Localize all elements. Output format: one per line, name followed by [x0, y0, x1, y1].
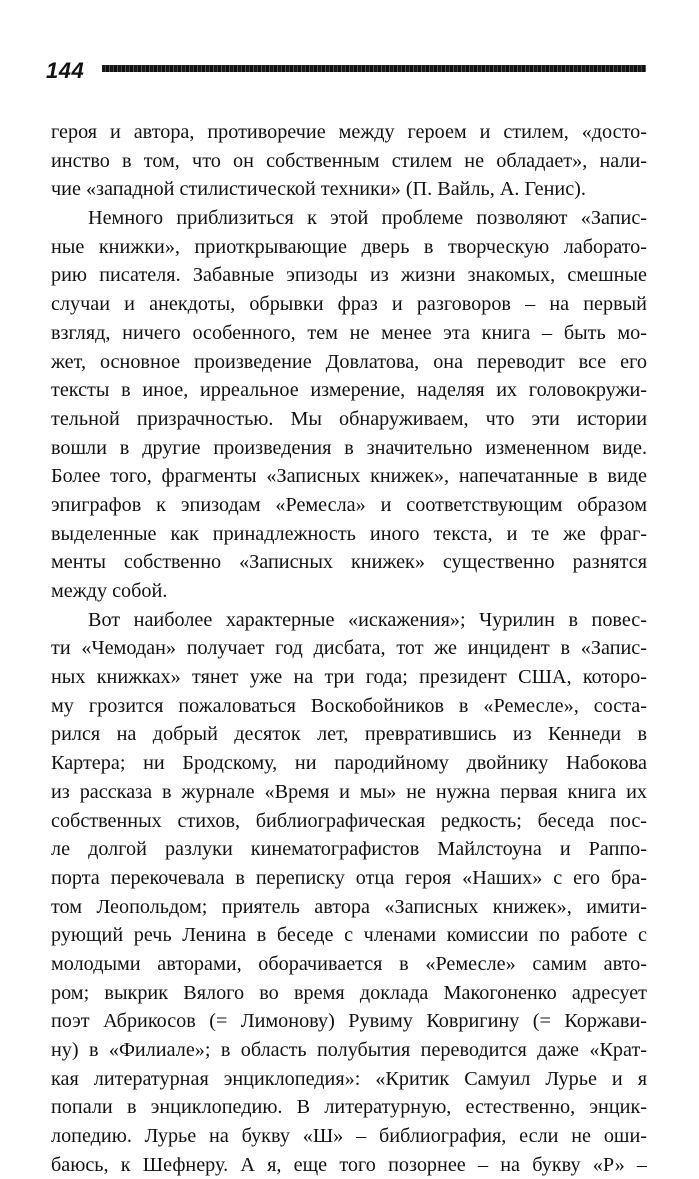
text-line: чие «западной стилистической техники» (П. Вайль, А. Генис). — [51, 178, 586, 201]
text-line: взгляд, ничего особенного, тем не менее эта книга – быть мо- — [51, 321, 647, 344]
text-line: порта перекочевала в переписку отца героя «Наших» с его бра- — [51, 866, 647, 889]
page-number: 144 — [46, 58, 85, 83]
text-line: молодыми авторами, оборачивается в «Ремесле» самим авто- — [51, 952, 647, 975]
text-line: ных книжках» тянет уже на три года; президент США, которо- — [51, 666, 647, 689]
text-line: инство в том, что он собственным стилем не обладает», нали- — [51, 149, 647, 172]
text-line: вошли в другие произведения в значительно измененном виде. — [51, 436, 647, 459]
text-line: баюсь, к Шефнеру. А я, еще того позорнее – на букву «Р» – — [51, 1153, 647, 1176]
text-line: му грозится пожаловаться Воскобойников в «Ремесле», соста- — [51, 694, 647, 717]
text-line: попали в энциклопедию. В литературную, естественно, энцик- — [51, 1096, 647, 1119]
text-line: кая литературная энциклопедия»: «Критик Самуил Лурье и я — [51, 1067, 647, 1090]
text-line: Немного приблизиться к этой проблеме позволяют «Запис- — [88, 207, 647, 230]
text-line: Более того, фрагменты «Записных книжек», напечатанные в виде — [51, 465, 647, 488]
text-line: Вот наиболее характерные «искажения»; Чурилин в повес- — [88, 608, 647, 631]
text-line: ти «Чемодан» получает год дисбата, тот же инцидент в «Запис- — [51, 637, 647, 660]
text-line: между собой. — [51, 580, 168, 602]
text-line: менты собственно «Записных книжек» существенно разнятся — [51, 551, 647, 574]
text-line: собственных стихов, библиографическая редкость; беседа пос- — [51, 809, 647, 832]
text-line: жет, основное произведение Довлатова, она переводит все его — [51, 350, 647, 373]
text-line: поэт Абрикосов (= Лимонову) Рувиму Ковригину (= Коржави- — [51, 1010, 647, 1033]
text-line: рующий речь Ленина в беседе с членами комиссии по работе с — [51, 924, 647, 947]
text-line: Картера; ни Бродскому, ни пародийному двойнику Набокова — [51, 752, 647, 775]
page-header — [46, 58, 646, 84]
header-rule — [102, 65, 646, 72]
text-line: лопедию. Лурье на букву «Ш» – библиография, если не оши- — [51, 1125, 647, 1148]
text-line: случаи и анекдоты, обрывки фраз и разговоров – на первый — [51, 293, 647, 316]
text-line: из рассказа в журнале «Время и мы» не нужна первая книга их — [51, 780, 647, 803]
text-line: героя и автора, противоречие между героем и стилем, «досто- — [51, 121, 647, 143]
body-text — [51, 118, 647, 1179]
text-line: том Леопольдом; приятель автора «Записных книжек», имити- — [51, 895, 647, 918]
text-line: ные книжки», приоткрывающие дверь в творческую лаборато- — [51, 235, 647, 258]
text-line: рился на добрый десяток лет, превратившись из Кеннеди в — [51, 723, 647, 746]
text-line: эпиграфов к эпизодам «Ремесла» и соответствующим образом — [51, 493, 647, 516]
text-line: выделенные как принадлежность иного текста, и те же фраг- — [51, 522, 647, 545]
text-line: рию писателя. Забавные эпизоды из жизни знакомых, смешные — [51, 264, 647, 287]
text-line: тексты в иное, ирреальное измерение, наделяя их головокружи- — [51, 379, 647, 402]
text-line: тельной призрачностью. Мы обнаруживаем, что эти истории — [51, 407, 647, 430]
text-line: ле долгой разлуки кинематографистов Майлстоуна и Раппо- — [51, 838, 647, 861]
text-line: ром; выкрик Вялого во время доклада Макогоненко адресует — [51, 981, 647, 1004]
text-line: ну) в «Филиале»; в область полубытия переводится даже «Крат- — [51, 1039, 647, 1061]
